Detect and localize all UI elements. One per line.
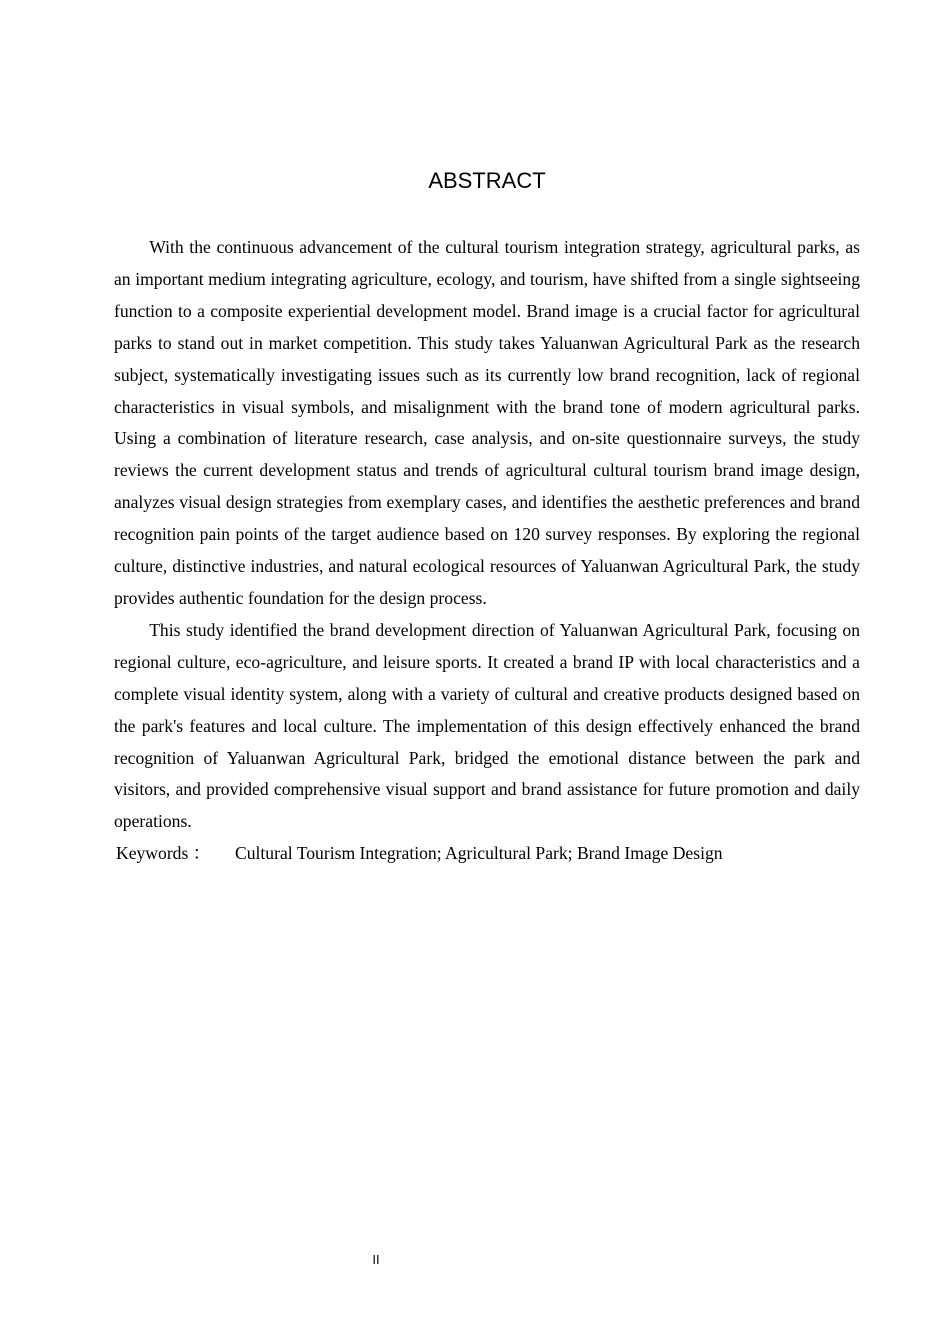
keywords-line: [114, 838, 860, 870]
abstract-title: ABSTRACT: [428, 168, 546, 193]
abstract-paragraph-2: This study identified the brand development direction of Yaluanwan Agricultural Park, focusing on regional culture, eco-agriculture, and leisure sports. It created a brand IP with local characteristics and a complete visual identity system, along with a variety of cultural and creative products designed based on the park's features and local culture. The implementation of this design effectively enhanced the brand recognition of Yaluanwan Agricultural Park, bridged the emotional distance between the park and visitors, and provided comprehensive visual support and brand assistance for future promotion and daily operations.: [114, 619, 860, 832]
abstract-body: [114, 232, 860, 870]
keywords-label: Keywords ：: [116, 843, 211, 864]
abstract-paragraph-1: With the continuous advancement of the cultural tourism integration strategy, agricultural parks, as an important medium integrating agriculture, ecology, and tourism, have shifted from a single sightseeing function to a composite experiential development model. Brand image is a crucial factor for agricultural parks to stand out in market competition. This study takes Yaluanwan Agricultural Park as the research subject, systematically investigating issues such as its currently low brand recognition, lack of regional characteristics in visual symbols, and misalignment with the brand tone of modern agricultural parks. Using a combination of literature research, case analysis, and on-site questionnaire surveys, the study reviews the current development status and trends of agricultural cultural tourism brand image design, analyzes visual design strategies from exemplary cases, and identifies the aesthetic preferences and brand recognition pain points of the target audience based on 120 survey responses. By exploring the regional culture, distinctive industries, and natural ecological resources of Yaluanwan Agricultural Park, the study provides authentic foundation for the design process.: [114, 237, 860, 608]
keywords-value: Cultural Tourism Integration; Agricultural Park; Brand Image Design: [235, 843, 723, 864]
page-number: II: [372, 1252, 380, 1267]
